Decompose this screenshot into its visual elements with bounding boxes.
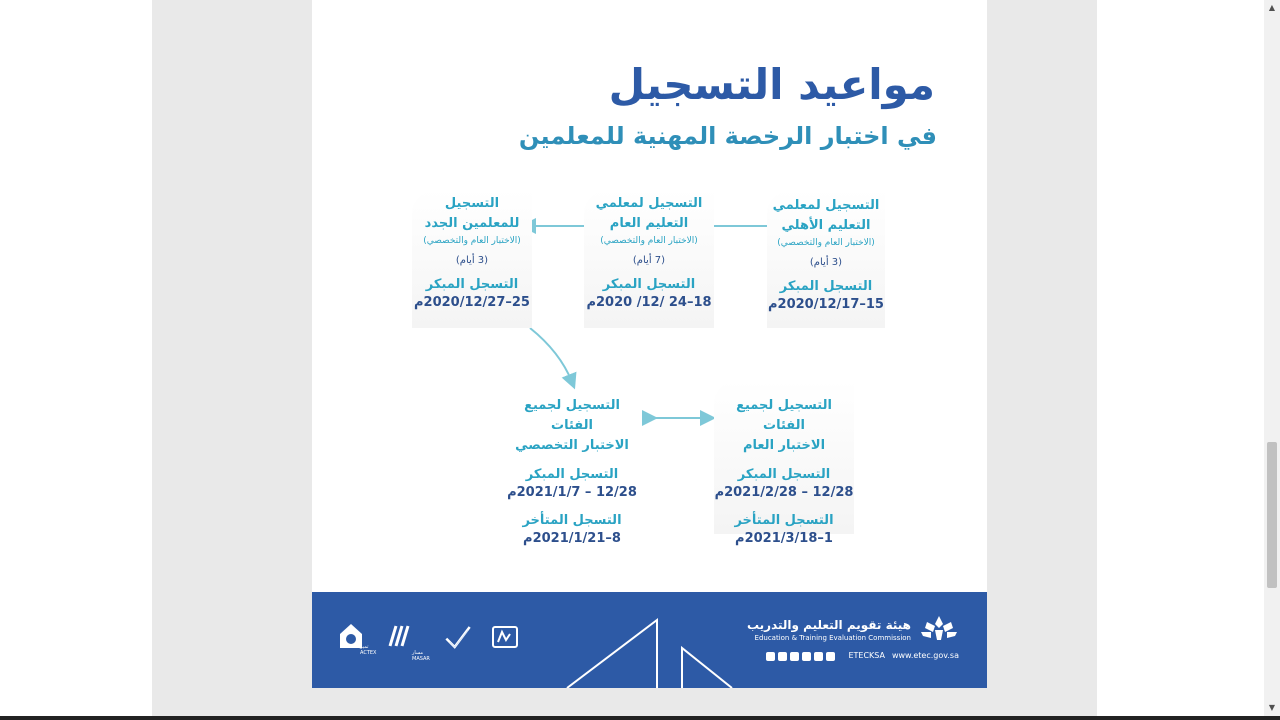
card-exam-note: (الاختبار العام والتخصصي): [777, 238, 875, 248]
card-days: (3 أيام): [455, 255, 489, 266]
card-line1: التسجيل لمعلمي: [595, 196, 703, 211]
social-icons: [766, 652, 835, 661]
youtube-icon[interactable]: [790, 652, 799, 661]
card-line2: التعليم الأهلي: [781, 218, 871, 233]
card-new-teachers: [412, 190, 532, 328]
card-early-date: 25–2020/12/27م: [414, 295, 530, 310]
partner-label-tamayoz-en: ACTEX: [360, 650, 377, 656]
card-private-education: [767, 190, 885, 328]
scroll-down-icon[interactable]: ▼: [1268, 703, 1276, 712]
card-line1: التسجيل لجميع الفئات: [736, 398, 832, 433]
card-late-date: 8–2021/1/21م: [523, 531, 621, 546]
partner-logo-box-icon: [490, 622, 520, 652]
card-line2: التعليم العام: [609, 216, 689, 231]
org-name-arabic: هيئة تقويم التعليم والتدريب: [746, 618, 911, 632]
card-late-label: التسجل المتأخر: [522, 513, 622, 528]
card-early-date: 18–24 /12/ 2020م: [586, 295, 712, 310]
instagram-icon[interactable]: [814, 652, 823, 661]
partner-label-tamayoz-ar: تميز: [360, 644, 369, 650]
partner-label-masar-en: MASAR: [412, 656, 430, 662]
card-days: (3 أيام): [809, 257, 843, 268]
linkedin-icon[interactable]: [826, 652, 835, 661]
card-public-education: [584, 190, 714, 328]
card-late-label: التسجل المتأخر: [734, 513, 834, 528]
etec-logo-icon: [919, 614, 959, 642]
card-days: (7 أيام): [632, 255, 666, 266]
website-url[interactable]: www.etec.gov.sa: [891, 651, 959, 660]
scroll-up-icon[interactable]: ▲: [1268, 3, 1276, 12]
partner-label-masar-ar: مسار: [412, 650, 424, 656]
card-early-label: التسجل المبكر: [425, 277, 519, 292]
card-line2: الاختبار التخصصي: [515, 438, 629, 453]
card-early-date: 12/28 – 2021/2/28م: [714, 485, 854, 500]
vertical-scrollbar[interactable]: [1264, 0, 1280, 720]
card-exam-note: (الاختبار العام والتخصصي): [600, 236, 698, 246]
card-line1: التسجيل لجميع الفئات: [524, 398, 620, 433]
card-early-label: التسجل المبكر: [525, 467, 619, 482]
card-exam-note: (الاختبار العام والتخصصي): [423, 236, 521, 246]
card-early-date: 15–2020/12/17م: [768, 297, 884, 312]
snapchat-icon[interactable]: [802, 652, 811, 661]
card-early-label: التسجل المبكر: [737, 467, 831, 482]
partner-logo-check-icon: [440, 622, 476, 652]
card-early-label: التسجل المبكر: [602, 277, 696, 292]
scrollbar-thumb[interactable]: [1267, 442, 1277, 588]
poster-footer: [312, 592, 987, 688]
registration-poster: [312, 0, 987, 688]
card-line2: الاختبار العام: [742, 438, 826, 453]
social-handle: ETECKSA: [848, 651, 885, 660]
card-late-date: 1–2021/3/18م: [735, 531, 833, 546]
card-specialized-exam: [502, 380, 642, 546]
card-early-label: التسجل المبكر: [779, 279, 873, 294]
twitter-icon[interactable]: [778, 652, 787, 661]
card-general-exam: [714, 380, 854, 546]
card-early-date: 12/28 – 2021/1/7م: [507, 485, 637, 500]
arrow-new-to-specialized: [530, 328, 572, 382]
poster-title: مواعيد التسجيل: [608, 60, 935, 109]
bottom-edge-bar: [0, 716, 1280, 720]
facebook-icon[interactable]: [766, 652, 775, 661]
partner-logo-masar-icon: [386, 622, 414, 652]
card-line2: للمعلمين الجدد: [424, 216, 520, 231]
card-line1: التسجيل: [444, 196, 500, 211]
card-line1: التسجيل لمعلمي: [772, 198, 880, 213]
org-name-english: Education & Training Evaluation Commission: [754, 634, 911, 642]
poster-subtitle: في اختبار الرخصة المهنية للمعلمين: [518, 122, 937, 150]
